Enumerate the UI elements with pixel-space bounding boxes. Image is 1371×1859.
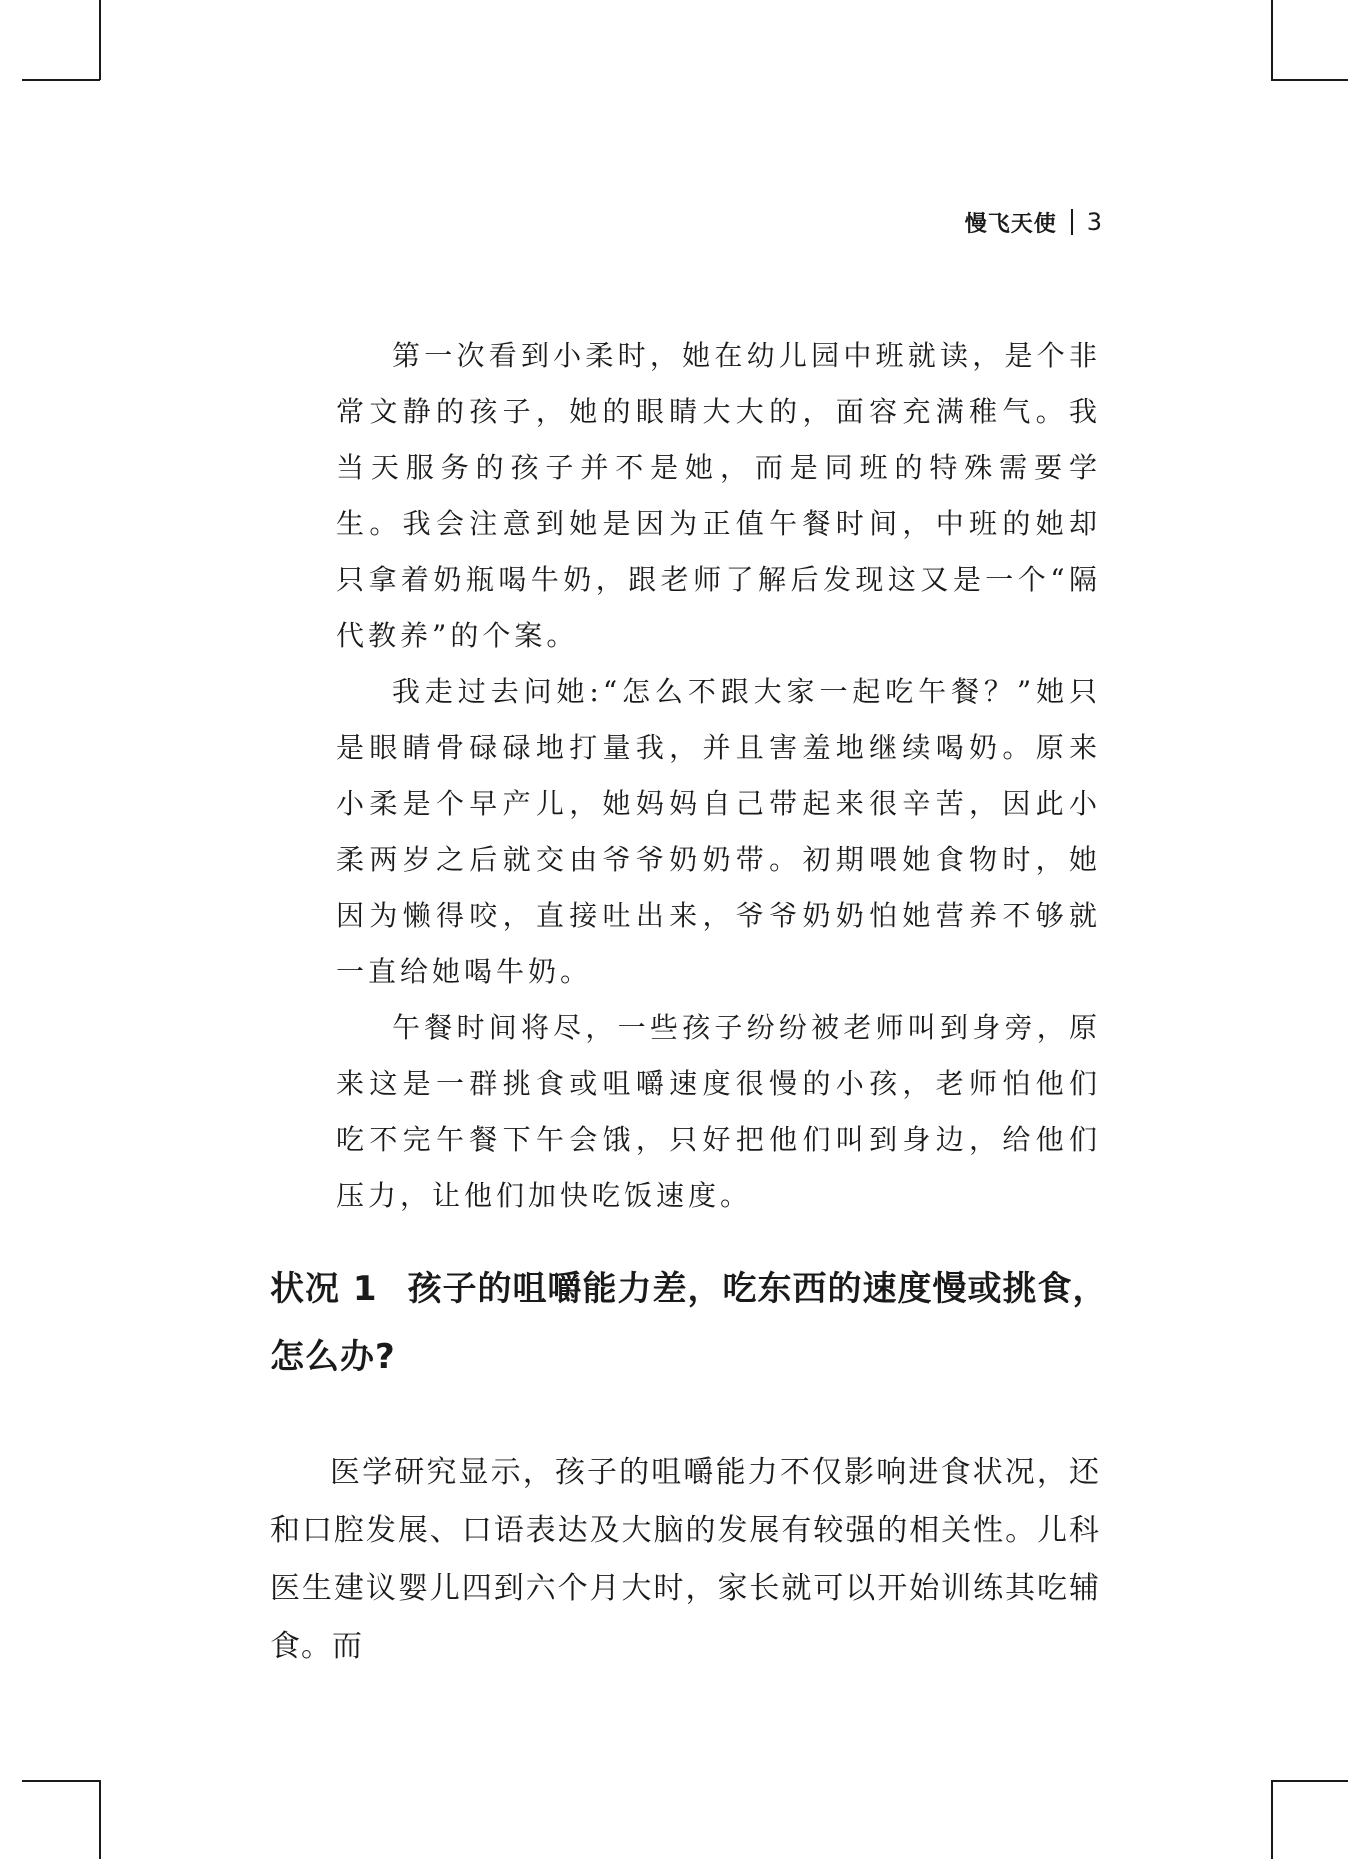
crop-mark-bottom-right-horizontal xyxy=(1271,1780,1348,1782)
narrative-paragraph-1: 第一次看到小柔时，她在幼儿园中班就读，是个非常文静的孩子，她的眼睛大大的，面容充满稚气。我当天服务的孩子并不是她，而是同班的特殊需要学生。我会注意到她是因为正值午餐时间，中班的她却只拿着奶瓶喝牛奶，跟老师了解后发现这又是一个“隔代教养”的个案。 xyxy=(336,339,1101,652)
crop-mark-top-left-vertical xyxy=(99,0,101,80)
body-paragraph: 医学研究显示，孩子的咀嚼能力不仅影响进食状况，还和口腔发展、口语表达及大脑的发展有较强的相关性。儿科医生建议婴儿四到六个月大时，家长就可以开始训练其吃辅食。而 xyxy=(270,1455,1100,1664)
narrative-block xyxy=(336,328,1101,1224)
crop-mark-top-right-vertical xyxy=(1271,0,1273,80)
section-heading xyxy=(270,1255,1110,1391)
narrative-paragraph-2: 我走过去问她:“怎么不跟大家一起吃午餐？”她只是眼睛骨碌碌地打量我，并且害羞地继续喝奶。原来小柔是个早产儿，她妈妈自己带起来很辛苦，因此小柔两岁之后就交由爷爷奶奶带。初期喂她食物时，她因为懒得咬，直接吐出来，爷爷奶奶怕她营养不够就一直给她喝牛奶。 xyxy=(336,675,1101,988)
page-number: 3 xyxy=(1086,208,1103,236)
section-title-text: 孩子的咀嚼能力差，吃东西的速度慢或挑食，怎么办? xyxy=(270,1269,1108,1377)
crop-mark-bottom-left-vertical xyxy=(99,1780,101,1859)
book-title: 慢飞天使 xyxy=(964,211,1057,237)
section-label: 状况 1 xyxy=(270,1269,378,1309)
crop-mark-bottom-left-horizontal xyxy=(22,1780,100,1782)
running-head xyxy=(965,206,1103,238)
crop-mark-top-right-horizontal xyxy=(1271,79,1348,81)
narrative-paragraph-3: 午餐时间将尽，一些孩子纷纷被老师叫到身旁，原来这是一群挑食或咀嚼速度很慢的小孩，老师怕他们吃不完午餐下午会饿，只好把他们叫到身边，给他们压力，让他们加快吃饭速度。 xyxy=(336,1011,1101,1212)
body-text-block xyxy=(270,1444,1100,1676)
header-separator xyxy=(1071,209,1073,235)
crop-mark-bottom-right-vertical xyxy=(1271,1780,1273,1859)
crop-mark-top-left-horizontal xyxy=(22,79,100,81)
